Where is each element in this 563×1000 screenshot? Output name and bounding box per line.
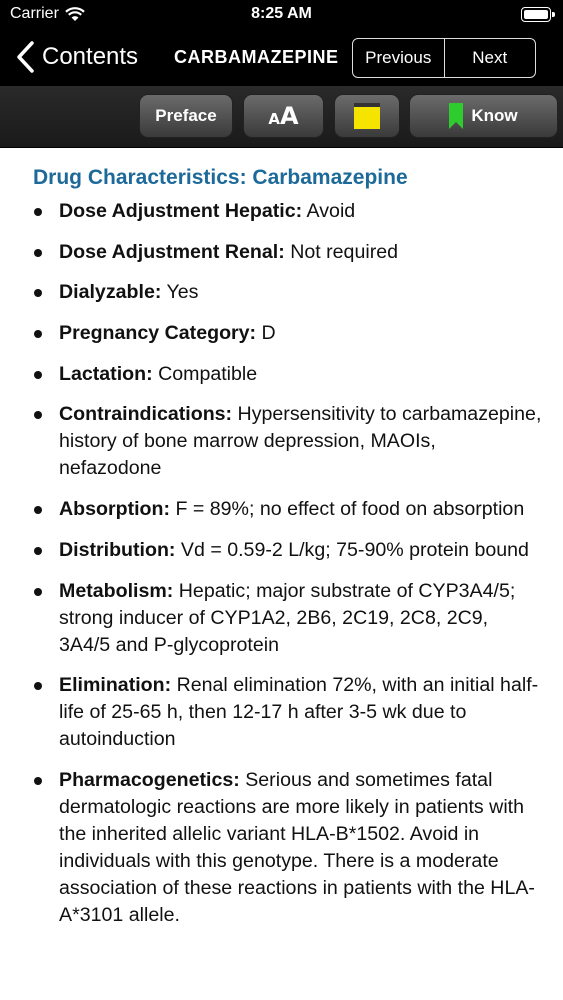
item-label: Contraindications: (59, 403, 233, 426)
list-item (0, 279, 563, 306)
page-title: CARBAMAZEPINE (174, 47, 339, 67)
previous-button[interactable]: Previous (365, 48, 432, 67)
item-label: Metabolism: (59, 579, 174, 602)
font-size-icon: AA (268, 102, 299, 130)
know-label: Know (471, 106, 518, 125)
item-label: Pregnancy Category: (59, 322, 257, 345)
back-button[interactable] (14, 40, 138, 74)
carrier-label: Carrier (10, 5, 59, 22)
list-item (0, 578, 563, 659)
note-button[interactable] (334, 94, 400, 138)
preface-label: Preface (155, 106, 217, 125)
status-bar (0, 0, 563, 30)
list-item (0, 672, 563, 753)
bullet (34, 289, 42, 297)
list-item (0, 239, 563, 266)
list-item (0, 496, 563, 523)
content-area (0, 148, 563, 1000)
item-value: Compatible (158, 362, 258, 385)
bullet (34, 547, 42, 555)
characteristics-list (0, 198, 563, 943)
section-title: Drug Characteristics: Carbamazepine (33, 166, 408, 189)
bullet (34, 330, 42, 338)
know-button[interactable] (409, 94, 558, 138)
item-label: Distribution: (59, 538, 176, 561)
prev-next-control (352, 38, 536, 78)
status-time: 8:25 AM (251, 5, 312, 22)
item-value: Renal elimination 72%, with an initial half-life of 25-65 h, then 12-17 h after 3-5 wk due to autoinduction (59, 674, 539, 751)
list-item (0, 767, 563, 929)
item-value: Not required (290, 240, 399, 263)
bullet (34, 249, 42, 257)
bullet (34, 371, 42, 379)
item-value: F = 89%; no effect of food on absorption (175, 498, 525, 521)
item-value: Hepatic; major substrate of CYP3A4/5; strong inducer of CYP1A2, 2B6, 2C19, 2C8, 2C9, 3A4/5 and P-glycoprotein (59, 579, 516, 656)
list-item (0, 401, 563, 482)
item-value: Hypersensitivity to carbamazepine, history of bone marrow depression, MAOIs, nefazodone (59, 403, 542, 480)
list-item (0, 198, 563, 225)
list-item (0, 537, 563, 564)
item-value: Serious and sometimes fatal dermatologic reactions are more likely in patients with the inherited allelic variant HLA-B*1502. Avoid in individuals with this genotype. There is a moderate association of these reactions in patients with the HLA-A*3101 allele. (59, 768, 535, 926)
list-item (0, 361, 563, 388)
item-value: D (261, 322, 276, 345)
bullet (34, 682, 42, 690)
item-label: Dialyzable: (59, 281, 162, 304)
item-label: Elimination: (59, 674, 172, 697)
item-label: Lactation: (59, 362, 153, 385)
next-button[interactable]: Next (444, 39, 536, 77)
bullet (34, 777, 42, 785)
bullet (34, 588, 42, 596)
nav-bar (0, 30, 563, 86)
bullet (34, 411, 42, 419)
bullet (34, 208, 42, 216)
battery-icon (521, 7, 551, 22)
back-label: Contents (42, 43, 139, 70)
toolbar (0, 86, 563, 148)
item-value: Yes (166, 281, 199, 304)
bookmark-icon (449, 103, 463, 129)
item-label: Dose Adjustment Renal: (59, 240, 285, 263)
item-label: Pharmacogenetics: (59, 768, 240, 791)
item-value: Vd = 0.59-2 L/kg; 75-90% protein bound (180, 538, 529, 561)
item-value: Avoid (306, 200, 356, 222)
note-icon (354, 103, 380, 129)
font-size-button[interactable] (243, 94, 324, 138)
item-label: Absorption: (59, 498, 171, 521)
bullet (34, 506, 42, 514)
preface-button[interactable] (139, 94, 233, 138)
item-label: Dose Adjustment Hepatic: (59, 200, 303, 222)
chevron-left-icon (14, 40, 36, 74)
list-item (0, 320, 563, 347)
